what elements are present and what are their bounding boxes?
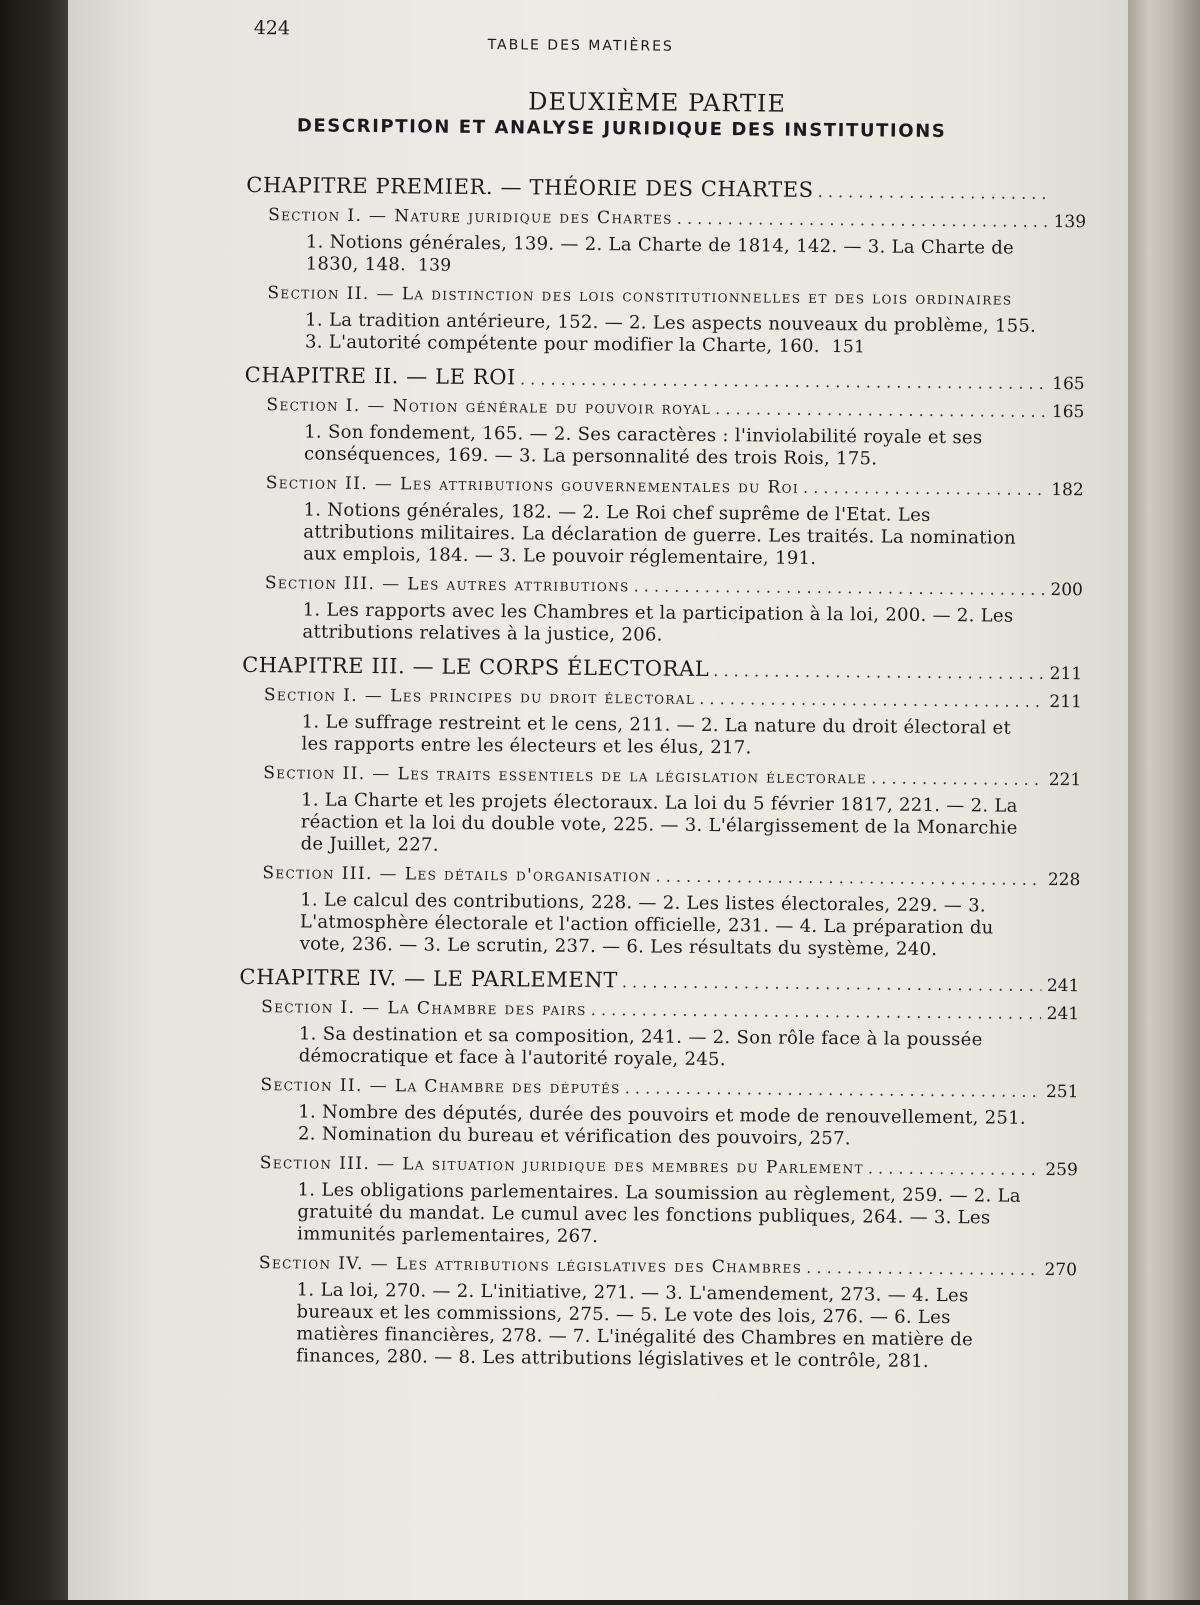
section-page: 241: [1045, 1004, 1079, 1024]
details-text: 1. Son fondement, 165. — 2. Ses caractères : l'inviolabilité royale et ses conséquences, 169. — 3. La personnalité des trois Rois, 175.: [304, 421, 983, 469]
chapter-title: CHAPITRE II. — LE ROI: [245, 363, 516, 389]
section-entry: [244, 395, 1084, 422]
section-entry: [238, 1075, 1078, 1102]
section-details: [241, 789, 1082, 862]
section-page: 139: [1052, 212, 1086, 232]
chapter-page: 241: [1045, 976, 1079, 996]
section-title: Section I. — La Chambre des pairs: [261, 997, 587, 1020]
section-page: 182: [1050, 480, 1084, 500]
section-page: 221: [1047, 770, 1081, 790]
section-page: 270: [1043, 1260, 1077, 1280]
chapter-entry: [246, 173, 1086, 204]
details-page: 151: [826, 337, 866, 357]
dot-leader: [715, 399, 1046, 421]
dot-leader: [591, 1000, 1041, 1023]
section-entry: [240, 863, 1080, 890]
dot-leader: [871, 768, 1043, 789]
dot-leader: [622, 972, 1042, 995]
section-title: Section II. — Les traits essentiels de la législation électorale: [263, 763, 867, 788]
dot-leader: [655, 867, 1042, 889]
section-details: [238, 1101, 1078, 1152]
details-text: 1. La tradition antérieure, 152. — 2. Les aspects nouveaux du problème, 155. 3. L'autorité compétente pour modifier la Charte, 160.: [305, 309, 1036, 356]
section-page: 165: [1050, 402, 1084, 422]
section-entry: [243, 573, 1083, 600]
dot-leader: [868, 1158, 1040, 1178]
section-page: 211: [1048, 692, 1082, 712]
section-entry: [244, 473, 1084, 500]
running-head: TABLE DES MATIÈRES: [488, 37, 674, 55]
section-details: [243, 499, 1084, 572]
chapter-title: CHAPITRE IV. — LE PARLEMENT: [239, 965, 618, 992]
chapter-title: CHAPITRE PREMIER. — THÉORIE DES CHARTES: [246, 173, 814, 202]
details-text: 1. La loi, 270. — 2. L'initiative, 271. — 3. L'amendement, 273. — 4. Les bureaux et les commissions, 275. — 5. Le vote des lois, 276. — 6. Les matières financières, 278. — 7. L'inégalité des Chambres en matière de finances, 280. — 8. Les attributions législatives et le contrôle, 281.: [296, 1279, 973, 1372]
section-details: [240, 889, 1081, 962]
part-subtitle: DESCRIPTION ET ANALYSE JURIDIQUE DES INSTITUTIONS: [297, 115, 947, 142]
section-details: [245, 309, 1085, 360]
chapter-entry: [239, 965, 1079, 996]
section-details: [246, 231, 1086, 282]
section-title: Section III. — Les détails d'organisation: [262, 863, 651, 886]
section-title: Section I. — Notion générale du pouvoir royal: [266, 395, 711, 419]
section-title: Section III. — La situation juridique des membres du Parlement: [260, 1153, 864, 1178]
chapter-page: 211: [1048, 664, 1082, 684]
chapter-page: 165: [1051, 374, 1085, 394]
details-text: 1. Notions générales, 139. — 2. La Charte de 1814, 142. — 3. La Charte de 1830, 148.: [306, 231, 1015, 275]
page-content: [54, 0, 1128, 1605]
dot-leader: [677, 209, 1048, 231]
section-entry: [242, 685, 1082, 712]
details-text: 1. Sa destination et sa composition, 241. — 2. Son rôle face à la poussée démocratique et face à l'autorité royale, 245.: [299, 1023, 983, 1070]
part-title: DEUXIÈME PARTIE: [67, 83, 1127, 120]
section-page: 200: [1049, 580, 1083, 600]
details-text: 1. Notions générales, 182. — 2. Le Roi chef suprême de l'Etat. Les attributions militaires. La déclaration de guerre. Les traités. La nomination aux emplois, 184. — 3. Le pouvoir réglementaire, 191.: [303, 499, 1016, 568]
dot-leader: [818, 182, 1049, 203]
details-text: 1. Les rapports avec les Chambres et la participation à la loi, 200. — 2. Les attributions relatives à la justice, 206.: [302, 599, 1013, 645]
section-page: 251: [1044, 1082, 1078, 1102]
chapter-entry: [245, 363, 1085, 394]
details-text: 1. Le suffrage restreint et le cens, 211. — 2. La nature du droit électoral et les rapports entre les électeurs et les élus, 217.: [301, 711, 1011, 758]
details-text: 1. Les obligations parlementaires. La soumission au règlement, 259. — 2. La gratuité du mandat. Le cumul avec les fonctions publiques, 264. — 3. Les immunités parlementaires, 267.: [297, 1179, 1021, 1247]
section-title: Section II. — Les attributions gouvernementales du Roi: [266, 473, 799, 498]
section-entry: [245, 283, 1085, 310]
section-title: Section III. — Les autres attributions: [265, 573, 630, 596]
dot-leader: [520, 369, 1047, 393]
dot-leader: [803, 478, 1046, 499]
section-title: Section I. — Les principes du droit électoral: [264, 685, 696, 709]
section-entry: [239, 997, 1079, 1024]
section-entry: [246, 205, 1086, 232]
section-title: Section I. — Nature juridique des Chartes: [268, 205, 673, 229]
section-entry: [237, 1253, 1077, 1280]
section-entry: [241, 763, 1081, 790]
section-details: [241, 711, 1081, 762]
dot-leader: [625, 1078, 1041, 1101]
dot-leader: [634, 576, 1045, 599]
section-details: [237, 1179, 1078, 1252]
book-page: [68, 0, 1128, 1600]
table-of-contents: [236, 163, 1086, 1374]
page-number: 424: [254, 17, 290, 39]
section-entry: [238, 1153, 1078, 1180]
dot-leader: [699, 689, 1044, 711]
section-details: [239, 1023, 1079, 1074]
section-page: 228: [1046, 870, 1080, 890]
section-title: Section II. — La distinction des lois constitutionnelles et des lois ordinaires: [267, 283, 1051, 310]
chapter-title: CHAPITRE III. — LE CORPS ÉLECTORAL: [242, 653, 709, 681]
details-page: 139: [412, 255, 452, 275]
section-title: Section II. — La Chambre des députés: [260, 1075, 620, 1098]
page-stack-edge: [1128, 0, 1200, 1600]
dot-leader: [713, 661, 1044, 683]
details-text: 1. Nombre des députés, durée des pouvoirs et mode de renouvellement, 251. 2. Nomination du bureau et vérification des pouvoirs, 257.: [298, 1101, 1026, 1149]
section-details: [244, 421, 1084, 472]
chapter-entry: [242, 653, 1082, 684]
dot-leader: [806, 1258, 1039, 1279]
details-text: 1. La Charte et les projets électoraux. La loi du 5 février 1817, 221. — 2. La réaction et la loi du double vote, 225. — 3. L'élargissement de la Monarchie de Juillet, 227.: [301, 789, 1018, 855]
section-title: Section IV. — Les attributions législatives des Chambres: [259, 1253, 803, 1278]
details-text: 1. Le calcul des contributions, 228. — 2. Les listes électorales, 229. — 3. L'atmosphère électorale et l'action officielle, 231. — 4. La préparation du vote, 236. — 3. Le scrutin, 237. — 6. Les résultats du système, 240.: [300, 889, 994, 960]
section-page: 259: [1044, 1160, 1078, 1180]
section-details: [236, 1279, 1077, 1374]
section-details: [242, 599, 1082, 650]
